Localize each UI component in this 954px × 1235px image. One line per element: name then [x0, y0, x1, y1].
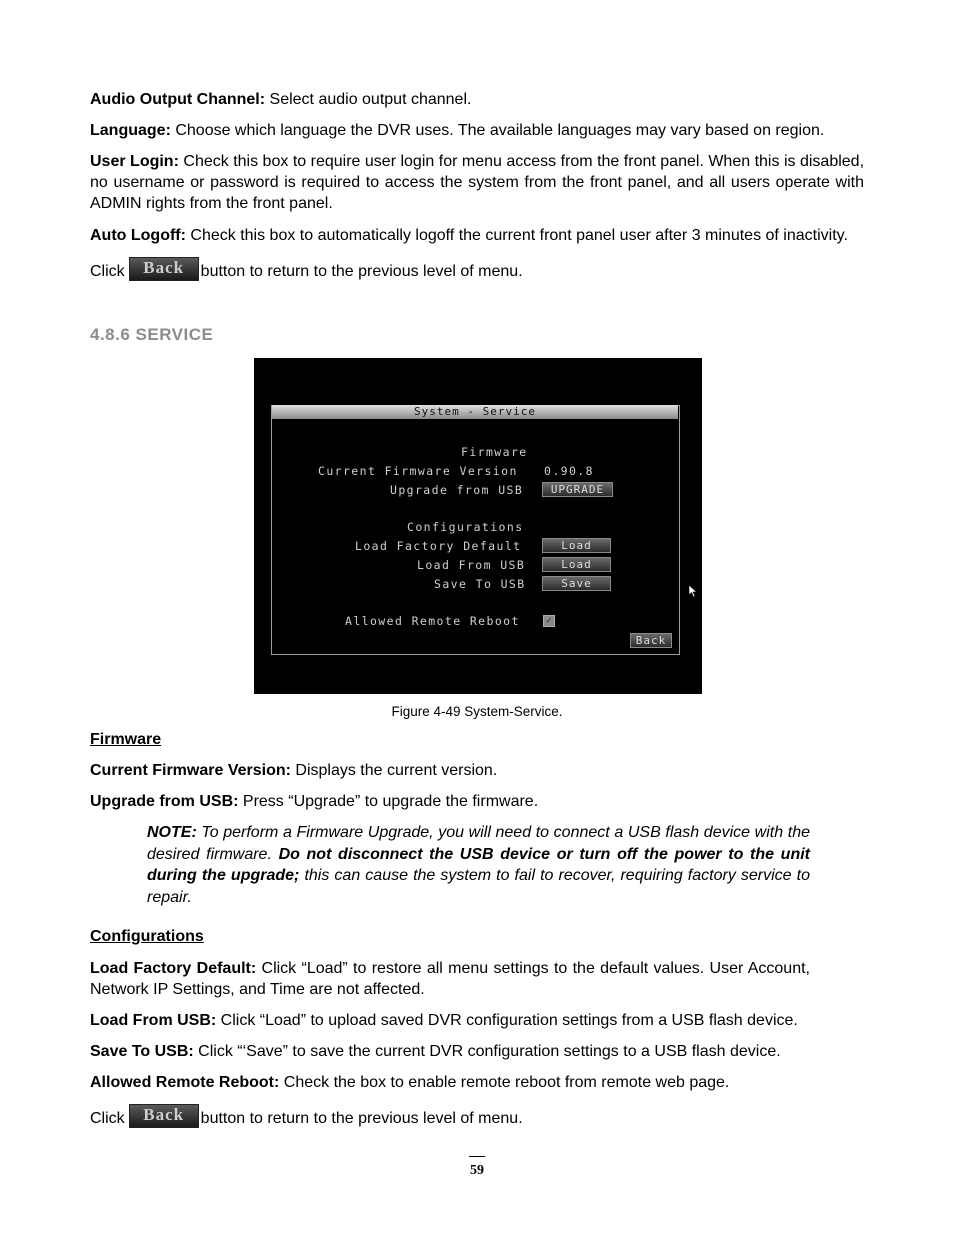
inline-back-button-image: Back — [129, 257, 199, 281]
upgrade-desc: Press “Upgrade” to upgrade the firmware. — [238, 793, 539, 810]
dvr-system-service-screenshot — [254, 358, 702, 694]
remote-reboot-term: Allowed Remote Reboot: — [90, 1074, 280, 1091]
dvr-current-version-value: 0.90.8 — [544, 464, 594, 478]
current-version-desc: Displays the current version. — [290, 762, 498, 779]
factory-default-paragraph — [90, 958, 810, 1000]
page-number-rule — [469, 1156, 485, 1157]
save-usb-desc: Click “‘Save” to save the current DVR configuration settings to a USB flash device. — [193, 1043, 781, 1060]
note-text-1: To perform a Firmware Upgrade, you will need to connect a USB flash device with the desired firmware. — [147, 824, 810, 863]
auto-logoff-paragraph — [90, 225, 864, 246]
auto-logoff-desc: Check this box to automatically logoff the current front panel user after 3 minutes of inactivity. — [185, 227, 848, 244]
user-login-desc: Check this box to require user login for menu access from the front panel. When this is disabled, no username or password is required to access the system from the front panel, and all users operate with ADMIN rights from the front panel. — [90, 153, 865, 212]
dvr-dialog-title: System - Service — [272, 405, 678, 419]
firmware-note — [147, 822, 810, 908]
click-prefix-bottom: Click — [90, 1110, 125, 1128]
language-paragraph — [90, 120, 864, 141]
dvr-remote-reboot-checkbox[interactable]: ✓ — [543, 615, 555, 627]
figure-caption: Figure 4-49 System-Service. — [391, 704, 563, 719]
current-version-term: Current Firmware Version: — [90, 762, 291, 779]
inline-back-button-image-bottom: Back — [129, 1104, 199, 1128]
click-prefix: Click — [90, 263, 125, 281]
save-usb-paragraph — [90, 1041, 864, 1062]
load-usb-paragraph — [90, 1010, 864, 1031]
click-back-paragraph-top — [90, 260, 864, 284]
dvr-load-usb-button[interactable]: Load — [542, 557, 611, 572]
dvr-save-usb-label: Save To USB — [434, 577, 526, 591]
remote-reboot-paragraph — [90, 1072, 864, 1093]
dvr-current-version-label: Current Firmware Version — [318, 464, 518, 478]
factory-default-term: Load Factory Default: — [90, 960, 257, 977]
audio-output-paragraph — [90, 89, 864, 110]
remote-reboot-desc: Check the box to enable remote reboot from remote web page. — [279, 1074, 730, 1091]
mouse-cursor-icon — [688, 584, 698, 598]
page-number: 59 — [470, 1163, 484, 1178]
factory-default-desc: Click “Load” to restore all menu settings to the default values. User Account, Network IP Settings, and Time are not affected. — [90, 960, 810, 998]
note-label: NOTE: — [147, 824, 197, 841]
user-login-term: User Login: — [90, 153, 179, 170]
dvr-config-heading: Configurations — [407, 520, 524, 534]
save-usb-term: Save To USB: — [90, 1043, 194, 1060]
dvr-factory-load-button[interactable]: Load — [542, 538, 611, 553]
configurations-subheading: Configurations — [90, 928, 204, 945]
note-warning: Do not disconnect the USB device or turn off the power to the unit during the upgrade; — [147, 845, 811, 884]
note-text-2: this can cause the system to fail to recover, requiring factory service to repair. — [147, 867, 810, 906]
dvr-save-usb-button[interactable]: Save — [542, 576, 611, 591]
dvr-upgrade-button[interactable]: UPGRADE — [542, 482, 613, 497]
dvr-factory-label: Load Factory Default — [355, 539, 522, 553]
load-usb-term: Load From USB: — [90, 1012, 217, 1029]
dvr-remote-reboot-label: Allowed Remote Reboot — [345, 614, 520, 628]
language-term: Language: — [90, 122, 171, 139]
current-version-paragraph — [90, 760, 864, 781]
upgrade-term: Upgrade from USB: — [90, 793, 239, 810]
section-heading: 4.8.6 SERVICE — [90, 325, 214, 344]
click-back-paragraph-bottom — [90, 1107, 864, 1131]
dvr-load-usb-label: Load From USB — [417, 558, 526, 572]
click-suffix: button to return to the previous level of menu. — [200, 263, 523, 281]
dvr-back-button[interactable]: Back — [630, 633, 672, 648]
dvr-upgrade-label: Upgrade from USB — [390, 483, 524, 497]
upgrade-paragraph — [90, 791, 864, 812]
auto-logoff-term: Auto Logoff: — [90, 227, 186, 244]
click-suffix-bottom: button to return to the previous level of menu. — [200, 1110, 523, 1128]
audio-output-desc: Select audio output channel. — [265, 91, 472, 108]
load-usb-desc: Click “Load” to upload saved DVR configuration settings from a USB flash device. — [216, 1012, 798, 1029]
user-login-paragraph — [90, 151, 864, 214]
audio-output-term: Audio Output Channel: — [90, 91, 266, 108]
firmware-subheading: Firmware — [90, 731, 162, 748]
dvr-firmware-heading: Firmware — [461, 445, 528, 459]
language-desc: Choose which language the DVR uses. The available languages may vary based on region. — [170, 122, 825, 139]
